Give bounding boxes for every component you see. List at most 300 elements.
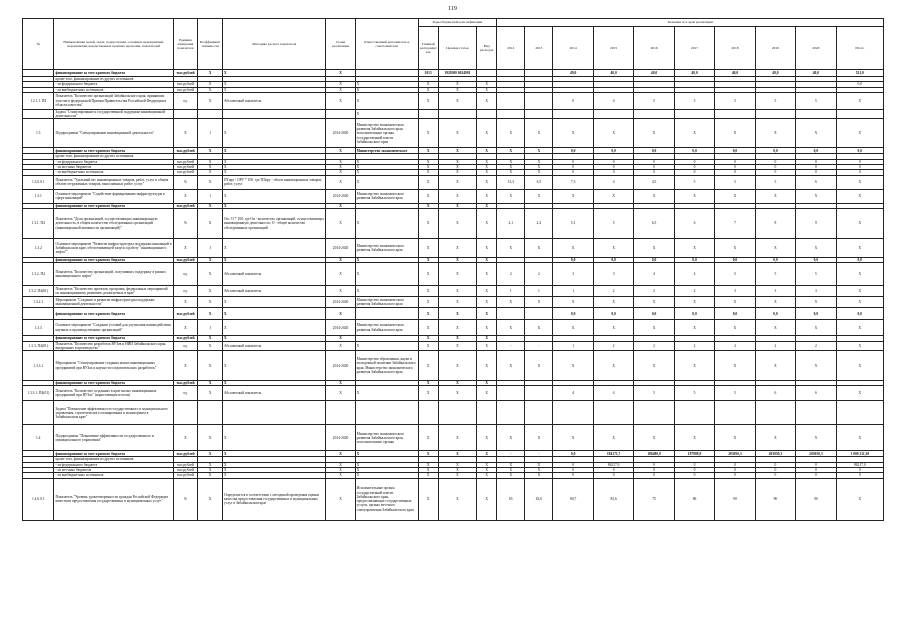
- table-cell: 1.3.2.1: [23, 297, 54, 308]
- table-row: [23, 92, 884, 109]
- table-cell: 1.3.0.0.1: [23, 175, 54, 189]
- table-cell: финансирование за счет краевого бюджета: [54, 70, 173, 77]
- table-cell: Х: [326, 386, 355, 401]
- table-cell: Х: [438, 165, 476, 170]
- table-cell: Х: [553, 189, 593, 203]
- table-cell: Х: [223, 297, 326, 308]
- table-cell: 0: [715, 462, 755, 467]
- table-cell: 6,5: [525, 175, 553, 189]
- table-cell: 3: [715, 286, 755, 297]
- table-cell: Абсолютный показатель: [223, 386, 326, 401]
- table-cell: - из местных бюджетов: [54, 165, 173, 170]
- table-cell: [326, 109, 355, 119]
- table-cell: Х: [755, 297, 795, 308]
- table-cell: [525, 92, 553, 109]
- table-cell: Х: [477, 336, 497, 341]
- table-cell: Х: [198, 425, 223, 451]
- table-cell: Х: [715, 351, 755, 381]
- table-row: [23, 70, 884, 77]
- table-cell: 0,0: [674, 257, 714, 262]
- table-cell: Показатель "Уровень удовлетворенности граждан Российской Федерации качеством предоставления государственных и муниципальных услуг": [54, 478, 173, 520]
- table-cell: [755, 109, 795, 119]
- table-cell: 65: [497, 478, 525, 520]
- table-cell: 5: [634, 92, 674, 109]
- col-coef: Коэффициент значимости: [198, 19, 223, 70]
- table-cell: 0: [796, 165, 836, 170]
- table-cell: 0,0: [836, 257, 883, 262]
- table-row: [23, 401, 884, 425]
- table-cell: 40,0: [634, 70, 674, 77]
- table-cell: тыс.рублей: [173, 257, 198, 262]
- table-cell: [198, 401, 223, 425]
- table-cell: 0,0: [634, 148, 674, 154]
- table-cell: Х: [477, 257, 497, 262]
- table-cell: Х: [525, 165, 553, 170]
- table-cell: 0: [715, 170, 755, 175]
- table-cell: 0,0: [755, 148, 795, 154]
- table-cell: Х: [796, 351, 836, 381]
- table-cell: Х: [223, 119, 326, 148]
- table-cell: [836, 401, 883, 425]
- table-cell: 0: [674, 462, 714, 467]
- table-cell: -: [525, 451, 553, 457]
- table-cell: Х: [796, 320, 836, 336]
- table-cell: Х: [198, 308, 223, 320]
- table-cell: Х: [418, 425, 438, 451]
- table-cell: Х: [438, 386, 476, 401]
- table-cell: кроме того, финансирование из других источников: [54, 457, 173, 462]
- table-cell: - из федерального бюджета: [54, 82, 173, 87]
- table-cell: Х: [418, 341, 438, 351]
- table-cell: [326, 401, 355, 425]
- table-cell: Х: [198, 257, 223, 262]
- table-cell: [418, 401, 438, 425]
- table-cell: Х: [836, 478, 883, 520]
- table-cell: 1.3.2. П4: [23, 263, 54, 286]
- table-cell: 0: [674, 165, 714, 170]
- table-cell: [755, 401, 795, 425]
- table-cell: Основное мероприятие "Развитие инфраструктуры поддержки инноваций в Забайкальском крае, обеспечивающей запуск и работу "инновационного лифта"": [54, 238, 173, 257]
- table-cell: Х: [497, 425, 525, 451]
- table-cell: Министерство экономического развития Забайкальского края: [355, 297, 418, 308]
- table-cell: Х: [326, 462, 355, 467]
- table-cell: Х: [418, 386, 438, 401]
- table-cell: тыс.рублей: [173, 170, 198, 175]
- table-cell: Х: [418, 381, 438, 386]
- table-cell: тыс.рублей: [173, 203, 198, 208]
- table-cell: Х: [355, 257, 418, 262]
- table-cell: Х: [173, 119, 198, 148]
- table-cell: Х: [755, 425, 795, 451]
- col-csr: Целевая статья: [438, 27, 476, 70]
- table-cell: Х: [525, 119, 553, 148]
- table-cell: 0,0: [593, 308, 633, 320]
- table-cell: Х: [198, 351, 223, 381]
- col-unit: Единица измерения показателя: [173, 19, 198, 70]
- table-cell: Показатель "Доля организаций, осуществляющих инновационную деятельность, в общем количестве обследованных организаций (инновационной активности организаций)": [54, 208, 173, 238]
- table-cell: 1.4.0.0.1: [23, 478, 54, 520]
- table-cell: Х: [418, 336, 438, 341]
- table-cell: 184171,7: [593, 451, 633, 457]
- table-cell: Х: [796, 119, 836, 148]
- col-year: 2015: [593, 27, 633, 70]
- table-cell: Х: [438, 478, 476, 520]
- table-cell: 0,0: [715, 148, 755, 154]
- table-cell: 5: [674, 386, 714, 401]
- table-cell: 0: [634, 462, 674, 467]
- table-cell: Х: [326, 159, 355, 164]
- table-cell: Х: [477, 263, 497, 286]
- table-cell: [634, 109, 674, 119]
- table-cell: Х: [355, 468, 418, 473]
- table-cell: 1.3.3.1: [23, 351, 54, 381]
- table-cell: Х: [715, 189, 755, 203]
- table-cell: 5: [755, 92, 795, 109]
- table-cell: тыс.рублей: [173, 82, 198, 87]
- table-cell: Х: [438, 203, 476, 208]
- table-cell: 2: [634, 341, 674, 351]
- table-cell: Х: [418, 159, 438, 164]
- table-cell: 13,3: [497, 175, 525, 189]
- table-row: [23, 189, 884, 203]
- table-cell: Х: [326, 148, 355, 154]
- table-cell: Х: [355, 386, 418, 401]
- table-cell: [497, 386, 525, 401]
- table-cell: 4: [553, 386, 593, 401]
- table-cell: 1: [553, 286, 593, 297]
- table-cell: - из внебюджетных источников: [54, 87, 173, 92]
- table-cell: Х: [755, 189, 795, 203]
- table-cell: 4,5: [634, 175, 674, 189]
- table-cell: Х: [198, 286, 223, 297]
- table-cell: Х: [438, 286, 476, 297]
- table-cell: 0: [553, 462, 593, 467]
- table-cell: Х: [223, 257, 326, 262]
- table-cell: Х: [525, 189, 553, 203]
- table-cell: 5: [715, 386, 755, 401]
- table-cell: Х: [755, 320, 795, 336]
- table-cell: Х: [223, 381, 326, 386]
- table-cell: [836, 109, 883, 119]
- table-cell: Задача "Стимулирование к государственной поддержке инновационной деятельности": [54, 109, 173, 119]
- table-cell: Х: [497, 119, 525, 148]
- table-cell: [497, 308, 525, 320]
- col-year: 2019: [755, 27, 795, 70]
- table-cell: Х: [326, 92, 355, 109]
- table-cell: Х: [525, 297, 553, 308]
- table-cell: 0,0: [836, 82, 883, 87]
- table-cell: 0: [593, 468, 633, 473]
- table-cell: [497, 401, 525, 425]
- table-cell: [796, 109, 836, 119]
- table-cell: Х: [198, 148, 223, 154]
- table-cell: Х: [593, 119, 633, 148]
- table-row: [23, 386, 884, 401]
- table-cell: 5: [715, 92, 755, 109]
- table-cell: Х: [553, 320, 593, 336]
- table-cell: [477, 109, 497, 119]
- table-cell: Х: [553, 297, 593, 308]
- table-body: [23, 70, 884, 521]
- table-cell: 2,2: [525, 208, 553, 238]
- table-cell: Х: [634, 238, 674, 257]
- table-cell: Х: [477, 286, 497, 297]
- table-row: [23, 351, 884, 381]
- table-cell: Х: [198, 386, 223, 401]
- table-cell: Х: [525, 473, 553, 478]
- table-cell: 0113: [418, 70, 438, 77]
- table-cell: Х: [634, 425, 674, 451]
- table-cell: [418, 109, 438, 119]
- table-cell: Х: [438, 320, 476, 336]
- table-cell: тыс.рублей: [173, 473, 198, 478]
- table-cell: Х: [326, 473, 355, 478]
- table-cell: Х: [796, 425, 836, 451]
- table-cell: Показатель "Количество организаций, получивших поддержку в рамках инновационного лифта": [54, 263, 173, 286]
- table-cell: -: [497, 451, 525, 457]
- table-cell: Х: [418, 170, 438, 175]
- table-cell: 203050,3: [796, 451, 836, 457]
- table-cell: Х: [198, 263, 223, 286]
- table-row: [23, 119, 884, 148]
- table-cell: Х: [418, 208, 438, 238]
- table-cell: 49,0: [553, 70, 593, 77]
- table-cell: [497, 92, 525, 109]
- table-cell: Х: [477, 451, 497, 457]
- table-cell: Х: [836, 286, 883, 297]
- table-cell: [525, 386, 553, 401]
- table-cell: Х: [355, 165, 418, 170]
- table-cell: Х: [634, 189, 674, 203]
- table-cell: Х: [418, 351, 438, 381]
- table-cell: Х: [223, 336, 326, 341]
- table-cell: 2014-2020: [326, 297, 355, 308]
- table-cell: [674, 109, 714, 119]
- table-cell: Х: [355, 286, 418, 297]
- table-cell: Х: [418, 257, 438, 262]
- table-cell: Х: [355, 92, 418, 109]
- table-cell: Основное мероприятие "Содействие формированию инфраструктуры в сфере инноваций": [54, 189, 173, 203]
- table-cell: 5: [674, 175, 714, 189]
- table-row: [23, 297, 884, 308]
- table-cell: Х: [198, 336, 223, 341]
- table-row: [23, 308, 884, 320]
- table-cell: 1: [198, 320, 223, 336]
- table-cell: 0,0: [634, 308, 674, 320]
- table-cell: Х: [438, 238, 476, 257]
- table-cell: Х: [223, 308, 326, 320]
- table-cell: Исполнительные органы государственной власти Забайкальского края, предоставляющие государственные услуги, органы местного самоуправления Забайкальского края: [355, 478, 418, 520]
- table-cell: Х: [553, 119, 593, 148]
- col-year: 2017: [674, 27, 714, 70]
- table-cell: Мероприятие "Стимулирование создания малых инновационных предприятий при ВУЗах и научно-исследовательских разработок": [54, 351, 173, 381]
- table-cell: Х: [355, 109, 418, 119]
- col-year: 2012: [497, 27, 525, 70]
- table-cell: 0: [836, 159, 883, 164]
- table-cell: [553, 401, 593, 425]
- table-cell: 4: [593, 386, 633, 401]
- table-cell: Х: [223, 238, 326, 257]
- table-cell: 0: [634, 159, 674, 164]
- table-cell: Х: [418, 308, 438, 320]
- table-cell: 1.3.3.1. П4(01): [23, 386, 54, 401]
- table-cell: %: [173, 208, 198, 238]
- table-cell: [593, 401, 633, 425]
- group-budget-codes: Коды бюджетной классификации: [418, 19, 497, 27]
- col-vr: Вид расходов: [477, 27, 497, 70]
- table-cell: Х: [223, 70, 326, 77]
- table-cell: Абсолютный показатель: [223, 286, 326, 297]
- table-cell: 0: [796, 159, 836, 164]
- table-cell: тыс.рублей: [173, 70, 198, 77]
- table-cell: Х: [836, 341, 883, 351]
- table-cell: 0: [634, 170, 674, 175]
- table-cell: 5: [796, 92, 836, 109]
- table-cell: 0: [836, 170, 883, 175]
- table-cell: [355, 308, 418, 320]
- table-cell: Х: [525, 238, 553, 257]
- table-cell: Х: [326, 70, 355, 77]
- table-cell: 2: [525, 263, 553, 286]
- table-cell: 5: [715, 263, 755, 286]
- table-cell: 0: [553, 159, 593, 164]
- table-cell: Х: [198, 92, 223, 109]
- table-cell: 8: [755, 208, 795, 238]
- table-cell: Х: [326, 257, 355, 262]
- col-year: 2020: [796, 27, 836, 70]
- table-cell: Х: [438, 92, 476, 109]
- table-cell: Министерство экономического развития Забайкальского края, исполнительные органы государственной власти Забайкальского края: [355, 119, 418, 148]
- table-cell: 0,0: [593, 148, 633, 154]
- table-cell: Х: [438, 189, 476, 203]
- table-cell: 1: [497, 286, 525, 297]
- table-cell: Х: [497, 468, 525, 473]
- table-cell: [23, 109, 54, 119]
- table-cell: Х: [173, 238, 198, 257]
- table-cell: 0: [755, 165, 795, 170]
- table-cell: Х: [497, 148, 525, 154]
- table-cell: Х: [438, 462, 476, 467]
- table-cell: Х: [198, 203, 223, 208]
- table-cell: Х: [634, 351, 674, 381]
- table-cell: Х: [593, 297, 633, 308]
- table-cell: [497, 70, 525, 77]
- table-cell: [173, 401, 198, 425]
- table-cell: [198, 109, 223, 119]
- table-cell: 1: [198, 238, 223, 257]
- table-cell: 0: [755, 159, 795, 164]
- table-cell: [355, 401, 418, 425]
- table-cell: Х: [477, 341, 497, 351]
- table-cell: Х: [438, 175, 476, 189]
- table-cell: Х: [796, 297, 836, 308]
- table-cell: Подпрограмма "Стимулирование инновационной деятельности": [54, 119, 173, 148]
- table-cell: 4: [593, 92, 633, 109]
- table-cell: 0: [634, 468, 674, 473]
- table-cell: Х: [438, 381, 476, 386]
- table-cell: Х: [355, 473, 418, 478]
- table-cell: Х: [796, 238, 836, 257]
- table-cell: Х: [497, 473, 525, 478]
- table-row: [23, 263, 884, 286]
- table-cell: Х: [525, 159, 553, 164]
- table-row: [23, 286, 884, 297]
- table-cell: 0: [634, 473, 674, 478]
- table-cell: 7,3: [553, 175, 593, 189]
- table-cell: Х: [715, 238, 755, 257]
- table-cell: 80,7: [553, 478, 593, 520]
- table-cell: Х: [477, 175, 497, 189]
- table-cell: Х: [477, 82, 497, 87]
- table-cell: Х: [223, 170, 326, 175]
- table-cell: тыс.рублей: [173, 308, 198, 320]
- table-cell: Абсолютный показатель: [223, 263, 326, 286]
- table-cell: 1 000 211,30: [836, 451, 883, 457]
- table-cell: 1: [525, 286, 553, 297]
- table-cell: Х: [477, 381, 497, 386]
- table-cell: Х: [634, 119, 674, 148]
- table-cell: кроме того, финансирование из других источников: [54, 77, 173, 82]
- table-cell: 0: [634, 165, 674, 170]
- table-cell: 0: [715, 159, 755, 164]
- table-cell: Х: [418, 320, 438, 336]
- col-year: 2016: [634, 27, 674, 70]
- table-cell: Х: [593, 320, 633, 336]
- table-cell: Показатель "Количество проектов, программ, федеральных мероприятий по инновационному развитию, реализуемых в крае": [54, 286, 173, 297]
- table-cell: Х: [525, 148, 553, 154]
- col-year: 2018: [715, 27, 755, 70]
- table-cell: 1: [198, 119, 223, 148]
- table-cell: тыс.рублей: [173, 165, 198, 170]
- table-cell: Х: [326, 336, 355, 341]
- table-cell: 0: [836, 165, 883, 170]
- table-cell: Х: [198, 170, 223, 175]
- table-cell: 2: [674, 341, 714, 351]
- table-cell: Х: [477, 468, 497, 473]
- table-cell: Показатель "Удельный вес инновационных товаров, работ, услуг в общем объеме отгруженных товаров, выполненных работ, услуг": [54, 175, 173, 189]
- table-cell: 7: [715, 208, 755, 238]
- table-cell: Х: [355, 87, 418, 92]
- table-cell: 0: [755, 473, 795, 478]
- table-cell: Х: [326, 175, 355, 189]
- table-cell: Х: [836, 351, 883, 381]
- table-cell: - из внебюджетных источников: [54, 473, 173, 478]
- table-cell: Х: [477, 238, 497, 257]
- table-cell: Х: [223, 462, 326, 467]
- table-cell: Х: [438, 148, 476, 154]
- table-row: [23, 478, 884, 520]
- table-cell: 6: [674, 208, 714, 238]
- table-cell: Х: [477, 351, 497, 381]
- table-cell: финансирование за счет краевого бюджета: [54, 308, 173, 320]
- table-cell: 0,0: [634, 257, 674, 262]
- table-cell: Х: [836, 119, 883, 148]
- table-cell: [796, 401, 836, 425]
- table-cell: 1.3.1. П4: [23, 208, 54, 238]
- table-cell: - из федерального бюджета: [54, 159, 173, 164]
- table-cell: 2014-2020: [326, 351, 355, 381]
- table-cell: Х: [836, 263, 883, 286]
- table-cell: Х: [836, 208, 883, 238]
- table-cell: Х: [755, 238, 795, 257]
- table-cell: 1.2.1.1. П4: [23, 92, 54, 109]
- table-cell: финансирование за счет краевого бюджета: [54, 381, 173, 386]
- col-grbs: Главный распорядитель: [418, 27, 438, 70]
- table-cell: Х: [674, 320, 714, 336]
- table-cell: 2: [715, 341, 755, 351]
- table-cell: 4: [634, 263, 674, 286]
- table-cell: Х: [198, 175, 223, 189]
